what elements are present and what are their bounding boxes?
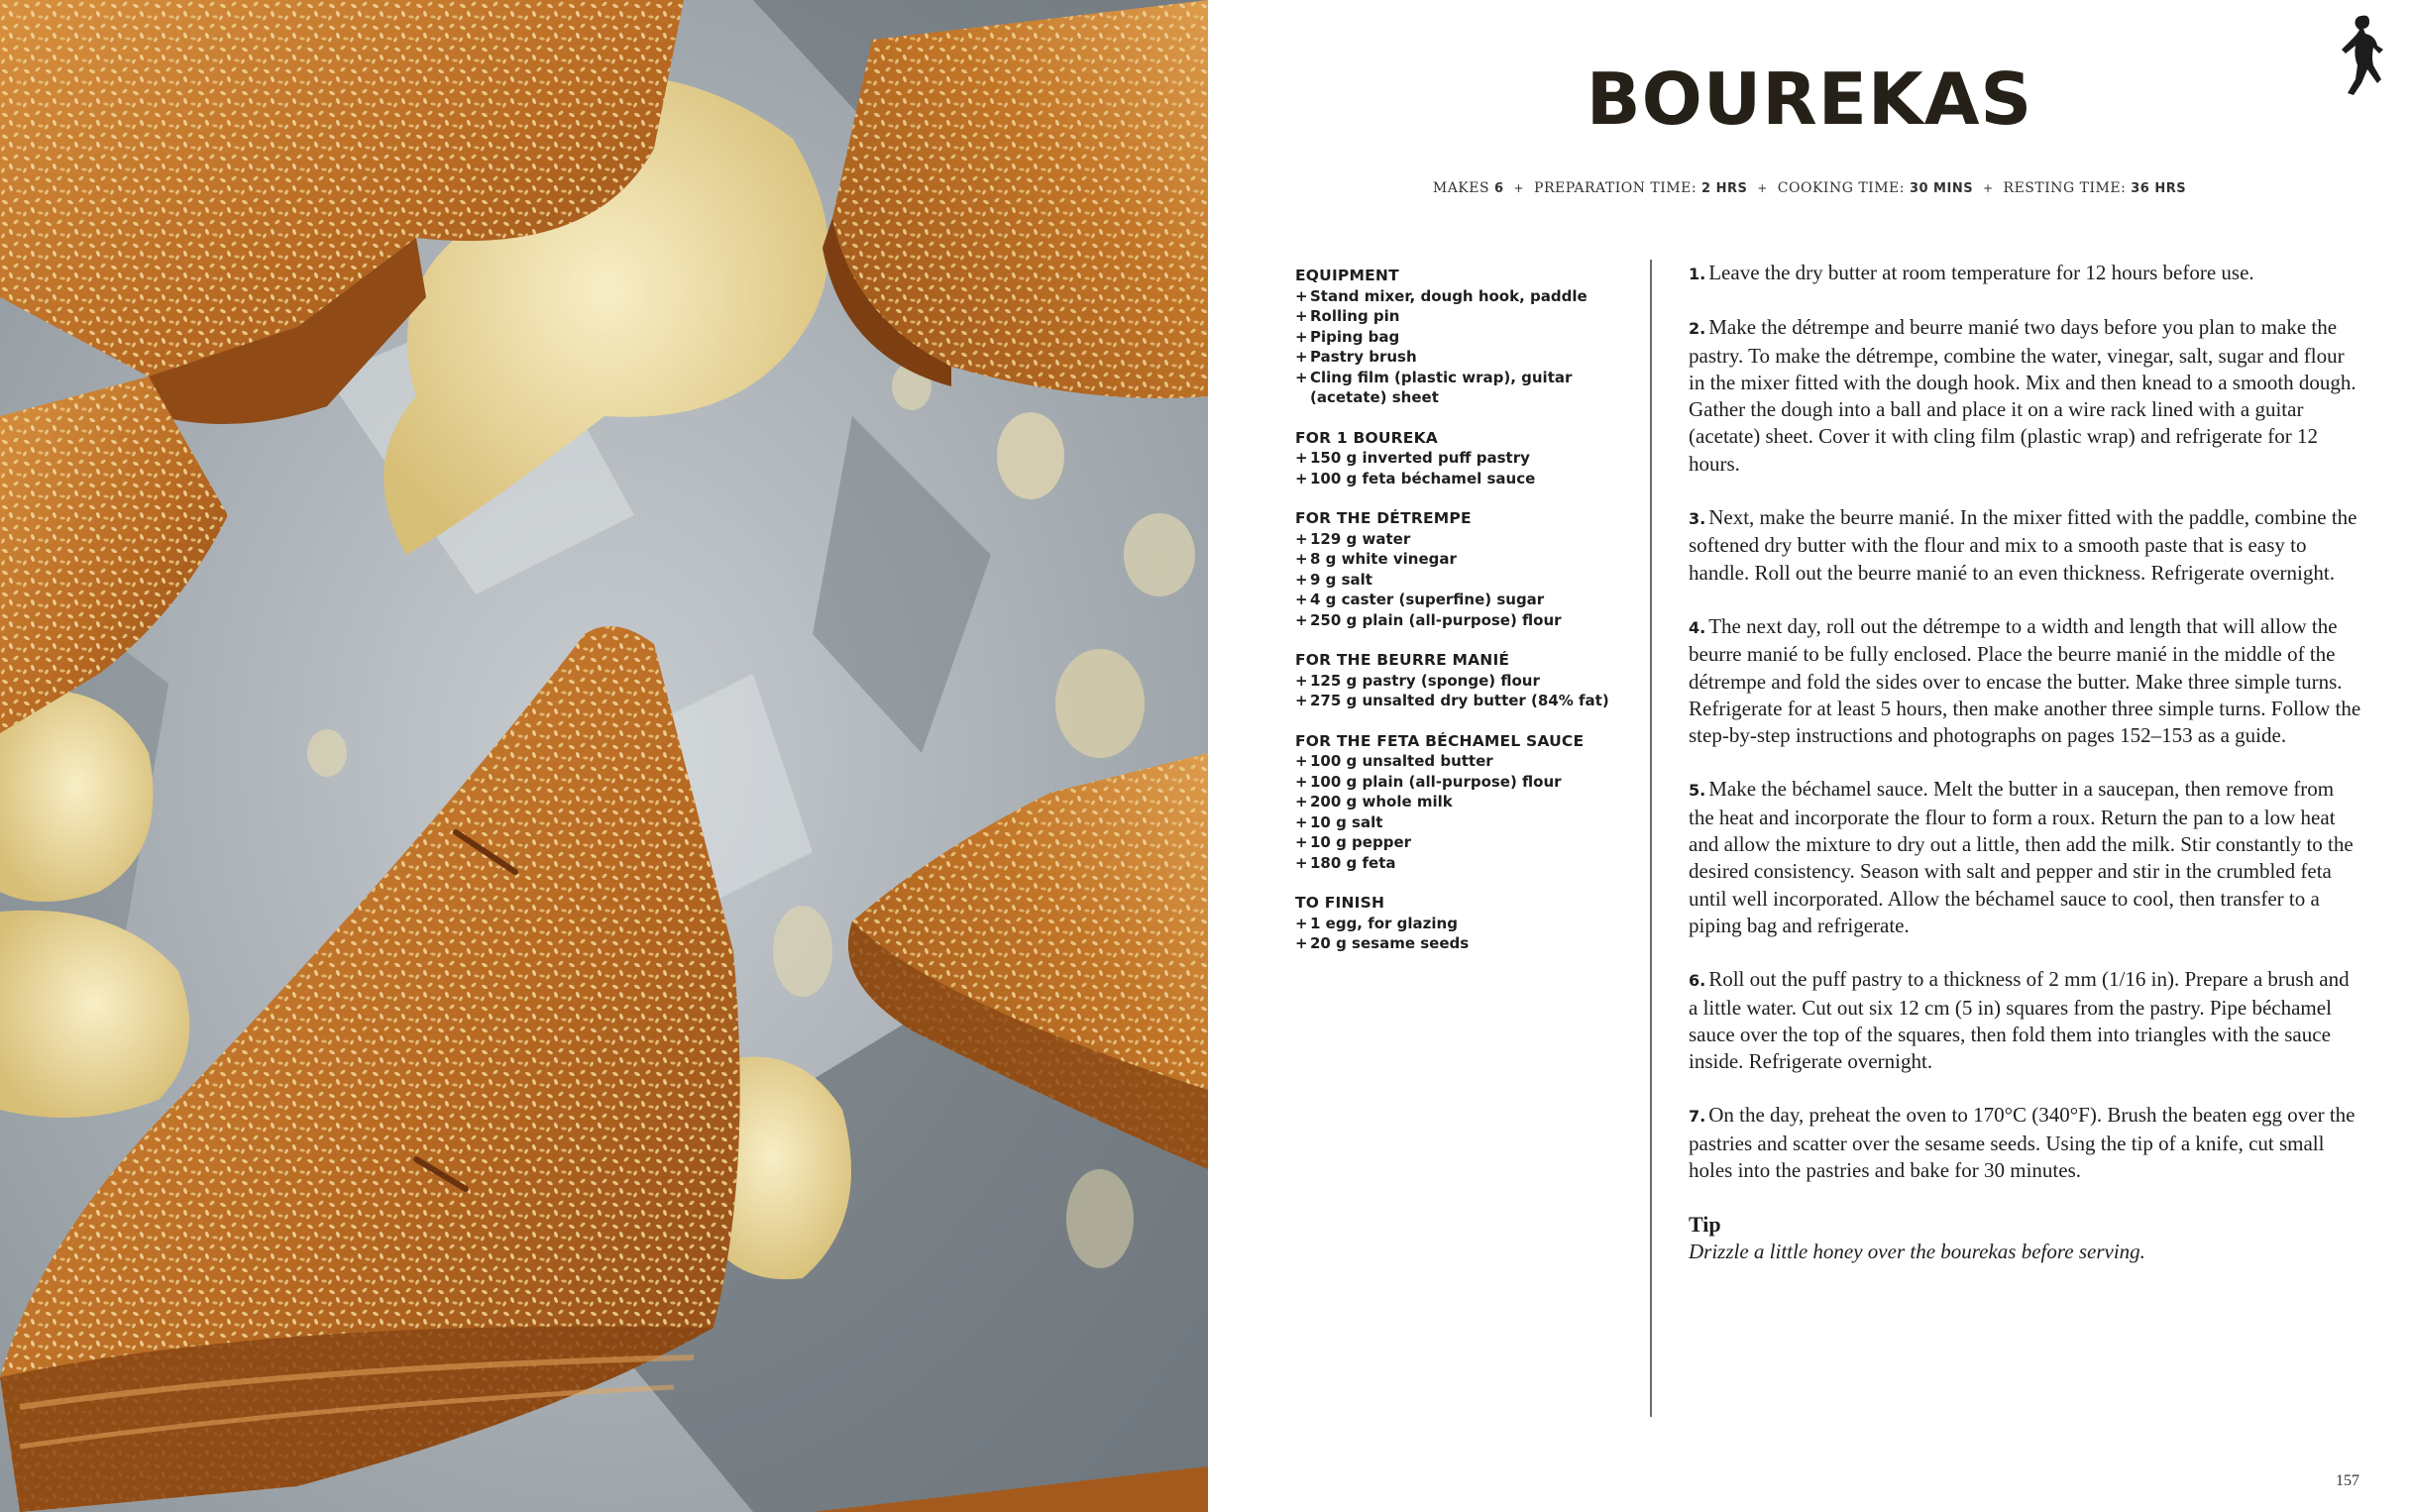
recipe-page <box>1208 0 2411 1512</box>
ingredient-item: + 8 g white vinegar <box>1295 549 1632 570</box>
ingredient-item: + 250 g plain (all-purpose) flour <box>1295 610 1632 631</box>
ingredient-item: + 200 g whole milk <box>1295 792 1632 812</box>
ingredient-item: + 10 g salt <box>1295 812 1632 833</box>
ingredient-item: + Cling film (plastic wrap), guitar (acetate) sheet <box>1295 368 1632 408</box>
meta-prep-value: 2 HRS <box>1701 181 1748 196</box>
meta-resting-value: 36 HRS <box>2131 181 2187 196</box>
meta-separator: + <box>1983 181 1994 195</box>
meta-separator: + <box>1757 181 1768 195</box>
ingredient-item: + 100 g unsalted butter <box>1295 751 1632 772</box>
meta-cooking-value: 30 MINS <box>1909 181 1974 196</box>
method-step <box>1689 966 2362 1075</box>
step-text: Roll out the puff pastry to a thickness of 2 mm (1/16 in). Prepare a brush and a little water. Cut out six 12 cm (5 in) squares from the pastry. Pipe béchamel sauce over the top of the squares, then fold them into triangles with the sauce inside. Refrigerate overnight. <box>1689 967 2350 1074</box>
ingredient-item: + Stand mixer, dough hook, paddle <box>1295 286 1632 307</box>
ingredient-section <box>1295 508 1632 630</box>
ingredient-section-heading: EQUIPMENT <box>1295 267 1399 284</box>
tip-heading: Tip <box>1689 1212 1721 1238</box>
ingredient-section-heading: FOR THE DÉTREMPE <box>1295 509 1472 527</box>
meta-separator: + <box>1513 181 1525 195</box>
method-step <box>1689 504 2362 587</box>
ingredient-section <box>1295 893 1632 954</box>
ingredient-item: + 129 g water <box>1295 529 1632 550</box>
ingredient-section-heading: FOR THE FETA BÉCHAMEL SAUCE <box>1295 731 1585 750</box>
ingredient-item: + 180 g feta <box>1295 853 1632 874</box>
ingredient-item: + Pastry brush <box>1295 347 1632 368</box>
method-column <box>1689 260 2362 1265</box>
ingredient-section <box>1295 266 1632 408</box>
step-text: Make the béchamel sauce. Melt the butter in a saucepan, then remove from the heat and incorporate the flour to form a roux. Return the pan to a low heat and allow the mixture to dry out a little, then add the milk. Stir constantly to the desired consistency. Season with salt and pepper and stir in the crumbled feta until well incorporated. Allow the béchamel sauce to cool, then transfer to a piping bag and refrigerate. <box>1689 777 2354 937</box>
step-text: Leave the dry butter at room temperature for 12 hours before use. <box>1708 261 2254 284</box>
step-number: 7. <box>1689 1107 1706 1127</box>
method-step <box>1689 1102 2362 1184</box>
ingredient-item: + 20 g sesame seeds <box>1295 933 1632 954</box>
recipe-title: BOUREKAS <box>1586 57 2033 141</box>
ingredient-section <box>1295 731 1632 874</box>
page-number: 157 <box>2336 1472 2359 1489</box>
step-text: Make the détrempe and beurre manié two days before you plan to make the pastry. To make the détrempe, combine the water, vinegar, salt, sugar and flour in the mixer fitted with the dough hook. Mix and then knead to a smooth dough. Gather the dough into a ball and place it on a wire rack lined with a guitar (acetate) sheet. Cover it with cling film (plastic wrap) and refrigerate for 12 hours. <box>1689 315 2356 476</box>
ingredient-item: + Piping bag <box>1295 327 1632 348</box>
ingredient-section <box>1295 650 1632 711</box>
column-divider <box>1650 260 1652 1417</box>
ingredient-section-heading: TO FINISH <box>1295 894 1385 912</box>
ingredient-item: + 150 g inverted puff pastry <box>1295 448 1632 469</box>
step-number: 1. <box>1689 265 1706 283</box>
meta-cooking-label: COOKING TIME: <box>1777 180 1905 196</box>
ingredient-item: + 4 g caster (superfine) sugar <box>1295 590 1632 610</box>
ingredient-item: + 9 g salt <box>1295 570 1632 591</box>
ingredients-column <box>1295 266 1632 974</box>
recipe-meta <box>1208 180 2411 196</box>
step-number: 2. <box>1689 319 1706 339</box>
meta-resting-label: RESTING TIME: <box>2003 180 2127 196</box>
step-number: 4. <box>1689 617 1706 637</box>
ingredient-item: + Rolling pin <box>1295 306 1632 327</box>
method-step <box>1689 613 2362 749</box>
steps-list <box>1689 260 2362 1184</box>
method-step <box>1689 776 2362 939</box>
step-text: The next day, roll out the détrempe to a width and length that will allow the beurre manié to be fully enclosed. Place the beurre manié in the middle of the détrempe and fold the sides over to encase the butter. Make three simple turns. Refrigerate for at least 5 hours, then make another three simple turns. Follow the step-by-step instructions and photographs on pages 152–153 as a guide. <box>1689 613 2361 748</box>
meta-makes-label: MAKES <box>1432 180 1490 196</box>
method-step <box>1689 314 2362 478</box>
meta-makes-value: 6 <box>1494 181 1504 196</box>
ingredient-item: + 10 g pepper <box>1295 832 1632 853</box>
step-number: 6. <box>1689 971 1706 991</box>
step-number: 5. <box>1689 781 1706 801</box>
ingredient-item: + 125 g pastry (sponge) flour <box>1295 671 1632 692</box>
ingredient-item: + 100 g feta béchamel sauce <box>1295 469 1632 489</box>
ingredient-section <box>1295 428 1632 489</box>
ingredient-section-heading: FOR 1 BOUREKA <box>1295 428 1438 447</box>
ingredient-item: + 1 egg, for glazing <box>1295 914 1632 934</box>
meta-prep-label: PREPARATION TIME: <box>1534 180 1698 196</box>
ingredient-item: + 100 g plain (all-purpose) flour <box>1295 772 1632 793</box>
method-step <box>1689 260 2362 287</box>
step-number: 3. <box>1689 509 1706 529</box>
ingredient-item: + 275 g unsalted dry butter (84% fat) <box>1295 691 1632 711</box>
step-text: On the day, preheat the oven to 170°C (340°F). Brush the beaten egg over the pastries and scatter over the sesame seeds. Using the tip of a knife, cut small holes into the pastries and bake for 30 minutes. <box>1689 1103 2356 1183</box>
step-text: Next, make the beurre manié. In the mixer fitted with the paddle, combine the softened dry butter with the flour and mix to a smooth paste that is easy to handle. Roll out the beurre manié to an even thickness. Refrigerate overnight. <box>1689 505 2357 585</box>
ingredient-section-heading: FOR THE BEURRE MANIÉ <box>1295 651 1510 669</box>
tip-text: Drizzle a little honey over the bourekas before serving. <box>1689 1239 2145 1263</box>
